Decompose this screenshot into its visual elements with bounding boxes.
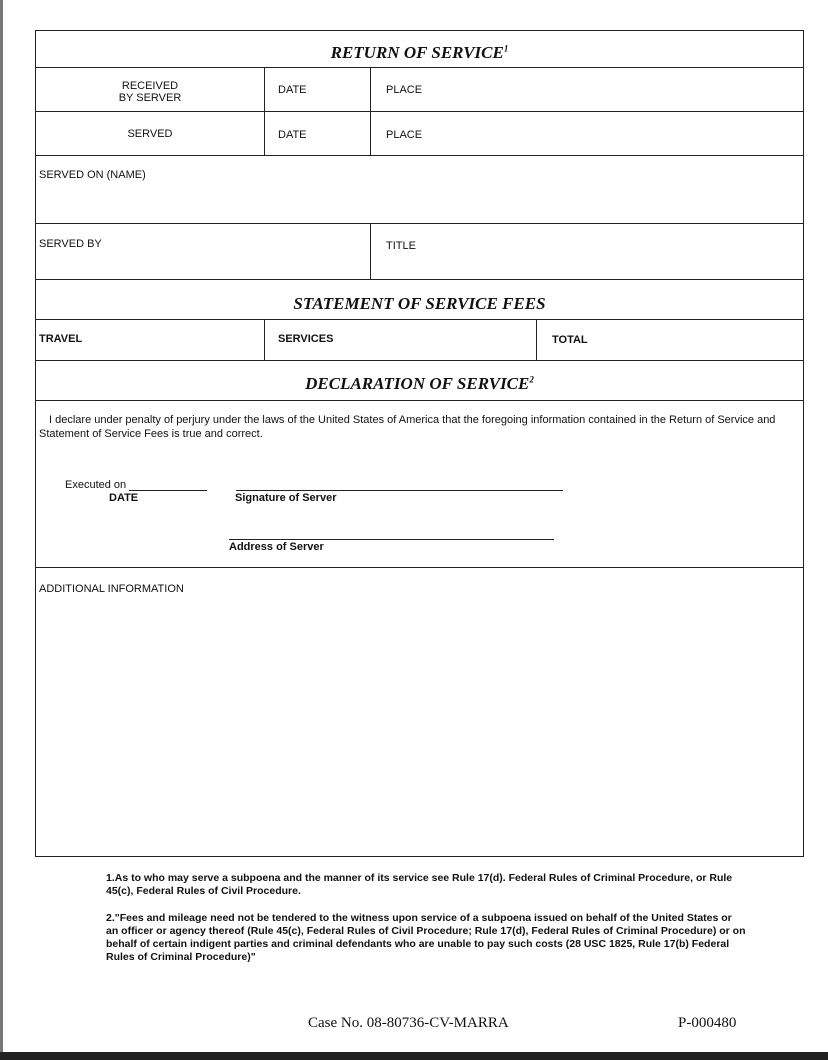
return-of-service-header bbox=[36, 31, 803, 68]
address-label: Address of Server bbox=[229, 541, 324, 553]
by-server-label: BY SERVER bbox=[118, 92, 182, 104]
signature-label: Signature of Server bbox=[235, 492, 337, 504]
received-row bbox=[36, 68, 803, 112]
served-place-cell[interactable] bbox=[371, 112, 803, 155]
scan-edge-left bbox=[0, 0, 3, 1060]
return-of-service-title: RETURN OF SERVICE$^1$ bbox=[330, 43, 509, 62]
total-label: TOTAL bbox=[552, 334, 588, 346]
served-cell bbox=[36, 112, 265, 155]
received-place-label: PLACE bbox=[386, 84, 423, 96]
additional-info-label: ADDITIONAL INFORMATION bbox=[39, 583, 184, 595]
service-fees-title: STATEMENT OF SERVICE FEES bbox=[293, 294, 546, 313]
return-of-service-form bbox=[35, 30, 804, 857]
served-date-label: DATE bbox=[278, 129, 307, 141]
address-line[interactable] bbox=[229, 539, 554, 540]
service-fees-header bbox=[36, 280, 803, 320]
served-place-label: PLACE bbox=[386, 129, 423, 141]
served-by-cell[interactable] bbox=[36, 224, 371, 279]
footnote-2: 2."Fees and mileage need not be tendered to the witness upon service of a subpoena issued on behalf of the United States or an officer or agency thereof (Rule 45(c), Federal Rules of Civil Procedure; Rule 17(d), Federal Rules of Criminal Procedure) or on behalf of certain indigent parties and criminal defendants who are unable to pay such costs (28 USC 1825, Rule 17(b) Federal Rules of Criminal Procedure)" bbox=[106, 912, 746, 963]
bates-number: P-000480 bbox=[678, 1015, 737, 1031]
served-by-row bbox=[36, 224, 803, 280]
received-date-cell[interactable] bbox=[265, 68, 371, 111]
received-date-label: DATE bbox=[278, 84, 307, 96]
travel-label: TRAVEL bbox=[39, 333, 83, 345]
travel-cell[interactable] bbox=[36, 320, 265, 360]
served-on-label: SERVED ON (NAME) bbox=[39, 169, 146, 181]
executed-on-label: Executed on bbox=[65, 479, 127, 491]
services-cell[interactable] bbox=[265, 320, 537, 360]
scan-edge-bottom bbox=[0, 1052, 828, 1060]
declaration-text: I declare under penalty of perjury under the laws of the United States of America that the foregoing information contained in the Return of Service and Statement of Service Fees is true and correct. bbox=[39, 414, 776, 440]
served-date-cell[interactable] bbox=[265, 112, 371, 155]
declaration-body bbox=[36, 401, 803, 568]
served-on-row[interactable] bbox=[36, 156, 803, 224]
executed-date-line[interactable] bbox=[129, 490, 207, 491]
served-row bbox=[36, 112, 803, 156]
received-place-cell[interactable] bbox=[371, 68, 803, 111]
footnote-1: 1.As to who may serve a subpoena and the manner of its service see Rule 17(d). Federal Rules of Criminal Procedure, or Rule 45(c), Federal Rules of Civil Procedure. bbox=[106, 872, 733, 897]
served-by-label: SERVED BY bbox=[39, 238, 102, 250]
additional-info-area[interactable] bbox=[36, 568, 803, 856]
signature-line[interactable] bbox=[236, 490, 563, 491]
services-label: SERVICES bbox=[278, 333, 334, 345]
total-cell[interactable] bbox=[537, 320, 803, 360]
fees-row bbox=[36, 320, 803, 361]
received-cell bbox=[36, 68, 265, 111]
served-label: SERVED bbox=[127, 128, 173, 140]
received-label: RECEIVED bbox=[121, 80, 179, 92]
declaration-title: DECLARATION OF SERVICE$^2$ bbox=[305, 374, 534, 393]
executed-date-label: DATE bbox=[109, 492, 139, 504]
declaration-header bbox=[36, 361, 803, 401]
case-number: Case No. 08-80736-CV-MARRA bbox=[308, 1015, 509, 1031]
title-label: TITLE bbox=[386, 240, 416, 252]
title-cell[interactable] bbox=[371, 224, 803, 279]
